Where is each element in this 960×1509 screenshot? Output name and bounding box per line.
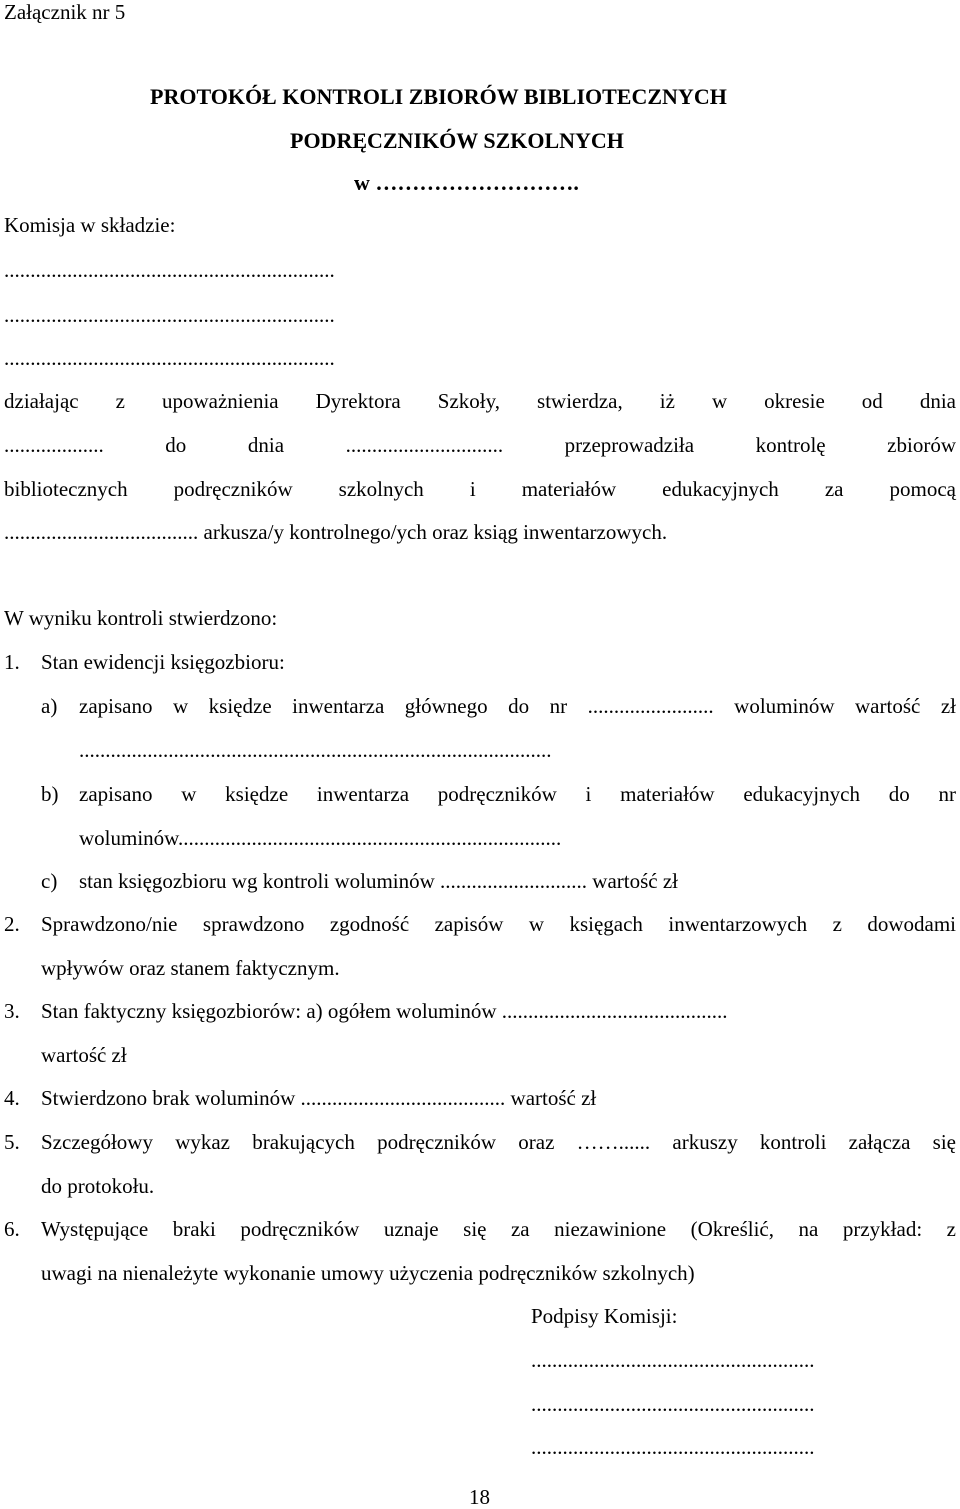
signature-line: ...................................................... <box>531 1435 815 1459</box>
item-6-number: 6. <box>4 1217 20 1241</box>
committee-member-line: ............................................................... <box>4 346 335 370</box>
intro-line-4: ..................................... arkusza/y kontrolnego/ych oraz ksiąg inwentarzowych. <box>4 520 668 544</box>
signatures-label: Podpisy Komisji: <box>531 1304 678 1328</box>
committee-member-line: ............................................................... <box>4 258 335 282</box>
item-1-text: Stan ewidencji księgozbioru: <box>41 650 285 674</box>
item-1a-continuation: .......................................................................................... <box>79 738 552 762</box>
item-6-text: Występujące braki podręczników uznaje się za niezawinione (Określić, na przykład: z <box>41 1217 956 1241</box>
title-line-3: w ………………………. <box>354 170 579 195</box>
signature-line: ...................................................... <box>531 1392 815 1416</box>
item-1a-label: a) <box>41 694 58 718</box>
signature-line: ...................................................... <box>531 1348 815 1372</box>
item-6-continuation: uwagi na nienależyte wykonanie umowy użyczenia podręczników szkolnych) <box>41 1261 695 1285</box>
item-2-continuation: wpływów oraz stanem faktycznym. <box>41 956 340 980</box>
item-1c-label: c) <box>41 869 58 893</box>
committee-member-line: ............................................................... <box>4 303 335 327</box>
item-3-text: Stan faktyczny księgozbiorów: a) ogółem woluminów ........................................... <box>41 999 728 1023</box>
item-4-number: 4. <box>4 1086 20 1110</box>
intro-line-1: działając z upoważnienia Dyrektora Szkoły, stwierdza, iż w okresie od dnia <box>4 389 956 413</box>
item-5-continuation: do protokołu. <box>41 1174 155 1198</box>
item-4-text: Stwierdzono brak woluminów ....................................... wartość zł <box>41 1086 597 1110</box>
item-5-text: Szczegółowy wykaz brakujących podręczników oraz ……...... arkuszy kontroli załącza się <box>41 1130 956 1154</box>
item-1c-text: stan księgozbioru wg kontroli woluminów ............................ wartość zł <box>79 869 679 893</box>
item-1a-text: zapisano w księdze inwentarza głównego do nr ........................ woluminów wartość zł <box>79 694 956 718</box>
findings-label: W wyniku kontroli stwierdzono: <box>4 606 278 630</box>
annex-label: Załącznik nr 5 <box>4 0 126 24</box>
item-3-number: 3. <box>4 999 20 1023</box>
intro-line-2: ................... do dnia .............................. przeprowadziła kontrolę zbiorów <box>4 433 956 457</box>
page-number: 18 <box>469 1485 490 1509</box>
item-3-continuation: wartość zł <box>41 1043 127 1067</box>
item-1-number: 1. <box>4 650 20 674</box>
item-2-text: Sprawdzono/nie sprawdzono zgodność zapisów w księgach inwentarzowych z dowodami <box>41 912 956 936</box>
item-1b-continuation: woluminów......................................................................... <box>79 826 562 850</box>
item-1b-text: zapisano w księdze inwentarza podręczników i materiałów edukacyjnych do nr <box>79 782 956 806</box>
item-2-number: 2. <box>4 912 20 936</box>
title-line-2: PODRĘCZNIKÓW SZKOLNYCH <box>290 128 624 153</box>
committee-label: Komisja w składzie: <box>4 213 176 237</box>
intro-line-3: bibliotecznych podręczników szkolnych i materiałów edukacyjnych za pomocą <box>4 477 956 501</box>
item-5-number: 5. <box>4 1130 20 1154</box>
item-1b-label: b) <box>41 782 59 806</box>
title-line-1: PROTOKÓŁ KONTROLI ZBIORÓW BIBLIOTECZNYCH <box>150 84 727 109</box>
